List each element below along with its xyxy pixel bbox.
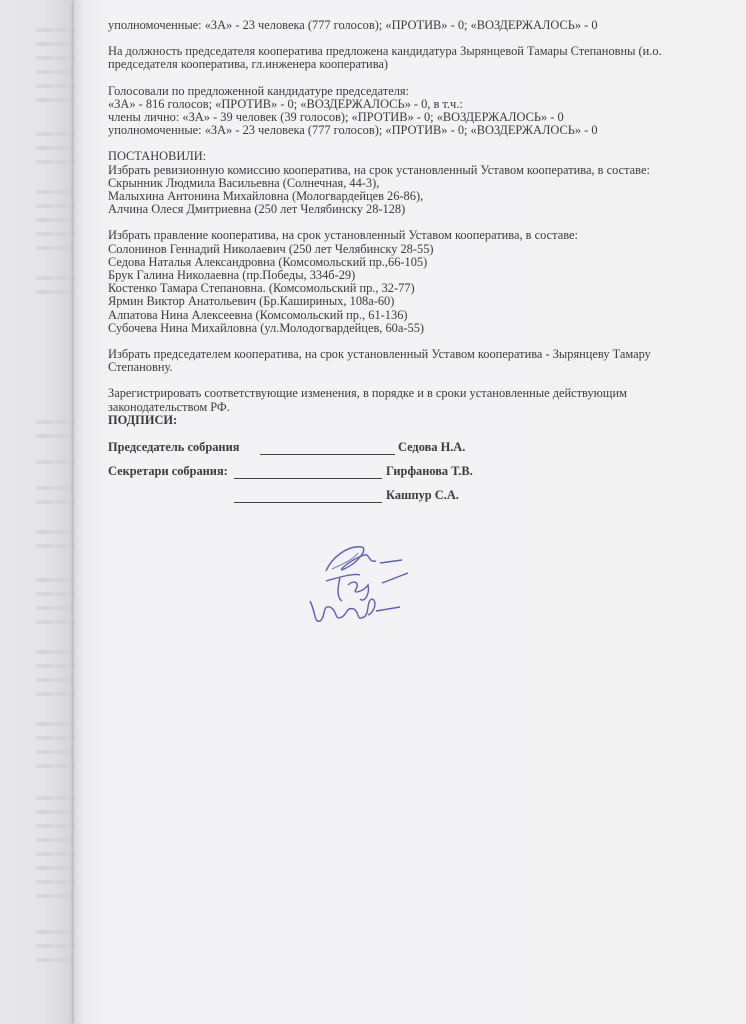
- board-member: Субочева Нина Михайловна (ул.Молодогвардейцев, 60а-55): [108, 320, 425, 335]
- audit-member: Скрынник Людмила Васильевна (Солнечная, 44-3),: [108, 175, 380, 190]
- secretary1-name: Гирфанова Т.В.: [386, 464, 473, 479]
- signature-line: [260, 454, 395, 455]
- board-member: Седова Наталья Александровна (Комсомольский пр.,66-105): [108, 254, 428, 269]
- chairman-signature-row: [108, 435, 720, 459]
- signatures-title: ПОДПИСИ:: [108, 412, 178, 427]
- signature-line: [234, 478, 382, 479]
- candidacy-line-2: председателя кооператива, гл.инженера кооператива): [108, 57, 389, 72]
- audit-commission-intro: Избрать ревизионную комиссию кооператива, на срок установленный Уставом кооператива, в составе:: [108, 162, 650, 177]
- voting-members: члены лично: «ЗА» - 39 человек (39 голосов); «ПРОТИВ» - 0; «ВОЗДЕРЖАЛОСЬ» - 0: [108, 110, 564, 125]
- chairman-election-line-2: Степановну.: [108, 360, 173, 375]
- board-member: Алпатова Нина Алексеевна (Комсомольский пр., 61-136): [108, 307, 408, 322]
- secretary-signature-row-2: [108, 483, 720, 507]
- audit-member: Малыхина Антонина Михайловна (Мологвардейцев 26-86),: [108, 189, 424, 204]
- board-intro: Избрать правление кооператива, на срок установленный Уставом кооператива, в составе:: [108, 228, 578, 243]
- signature-line: [234, 502, 382, 503]
- chairman-name: Седова Н.А.: [398, 440, 466, 455]
- voting-authorized: уполномоченные: «ЗА» - 23 человека (777 голосов); «ПРОТИВ» - 0; «ВОЗДЕРЖАЛОСЬ» - 0: [108, 123, 598, 138]
- board-member: Ярмин Виктор Анатольевич (Бр.Кашириных, 108а-60): [108, 294, 395, 309]
- chairman-label: Председатель собрания: [108, 440, 240, 455]
- voting-intro: Голосовали по предложенной кандидатуре председателя:: [108, 83, 410, 98]
- registration-line-2: законодательством РФ.: [108, 399, 230, 414]
- board-member: Солонинов Геннадий Николаевич (250 лет Челябинску 28-55): [108, 241, 434, 256]
- board-member: Костенко Тамара Степановна. (Комсомольский пр., 32-77): [108, 281, 415, 296]
- secretary-signature-row-1: [108, 459, 720, 483]
- candidacy-line-1: На должность председателя кооператива предложена кандидатура Зырянцевой Тамары Степановны (и.о.: [108, 44, 662, 59]
- registration-line-1: Зарегистрировать соответствующие изменения, в порядке и в сроки установленные действующим: [108, 386, 627, 401]
- document-body: [108, 19, 720, 507]
- board-member: Брук Галина Николаевна (пр.Победы, 334б-29): [108, 268, 356, 283]
- chairman-election-line-1: Избрать председателем кооператива, на срок установленный Уставом кооператива - Зырянцеву Тамару: [108, 347, 651, 362]
- audit-member: Алчина Олеся Дмитриевна (250 лет Челябинску 28-128): [108, 202, 406, 217]
- secretaries-label: Секретари собрания:: [108, 464, 228, 479]
- resolved-heading: ПОСТАНОВИЛИ:: [108, 149, 207, 164]
- underlying-page-edge: [0, 0, 74, 1024]
- document-page: [74, 0, 746, 1024]
- voting-total: «ЗА» - 816 голосов; «ПРОТИВ» - 0; «ВОЗДЕРЖАЛОСЬ» - 0, в т.ч.:: [108, 96, 463, 111]
- secretary2-signature-icon: [304, 591, 414, 629]
- authorized-votes-line: уполномоченные: «ЗА» - 23 человека (777 голосов); «ПРОТИВ» - 0; «ВОЗДЕРЖАЛОСЬ» - 0: [108, 18, 598, 32]
- secretary2-name: Кашпур С.А.: [386, 488, 459, 503]
